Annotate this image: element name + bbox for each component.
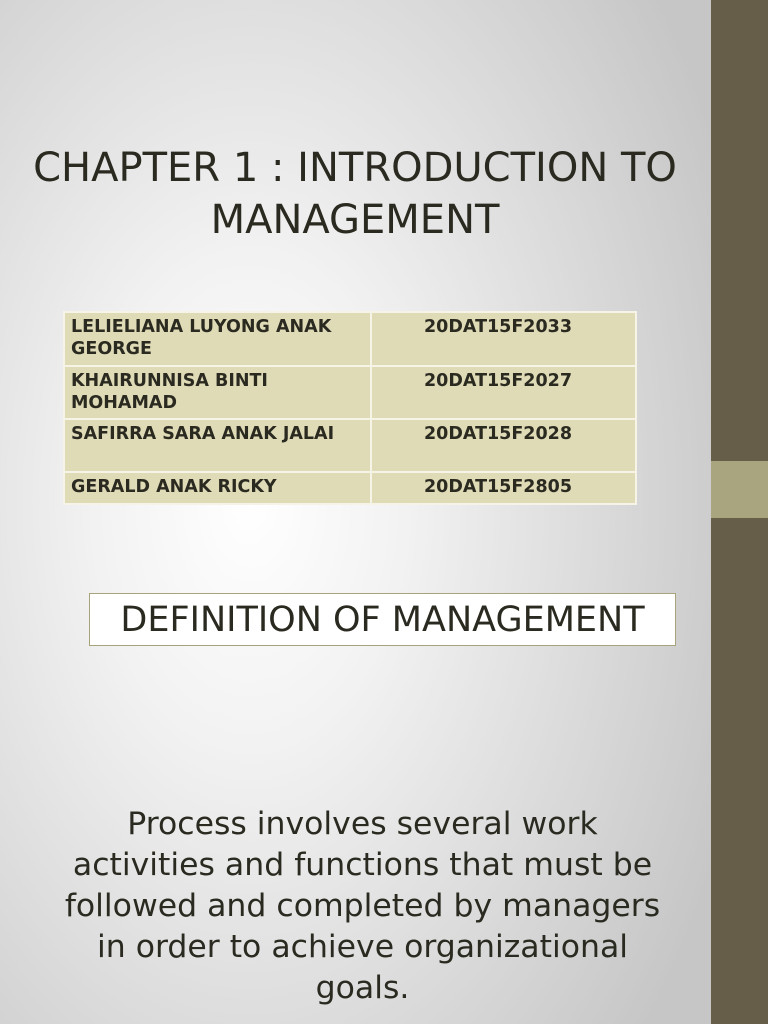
member-name: SAFIRRA SARA ANAK JALAI [64,419,371,472]
table-row [64,419,636,472]
table-row [64,312,636,366]
member-id: 20DAT15F2805 [371,472,636,504]
member-id: 20DAT15F2033 [371,312,636,366]
members-table [63,311,637,505]
member-id: 20DAT15F2028 [371,419,636,472]
member-name: KHAIRUNNISA BINTI MOHAMAD [64,366,371,419]
member-name: GERALD ANAK RICKY [64,472,371,504]
table-row [64,366,636,419]
table-row [64,472,636,504]
member-name: LELIELIANA LUYONG ANAK GEORGE [64,312,371,366]
member-id: 20DAT15F2027 [371,366,636,419]
slide-title: CHAPTER 1 : INTRODUCTION TO MANAGEMENT [33,145,677,243]
definition-heading: DEFINITION OF MANAGEMENT [89,593,676,646]
definition-text: Process involves several work activities and functions that must be followed and completed by managers in order to achieve organizational goals. [64,806,661,1006]
sidebar-accent-block [711,461,768,518]
